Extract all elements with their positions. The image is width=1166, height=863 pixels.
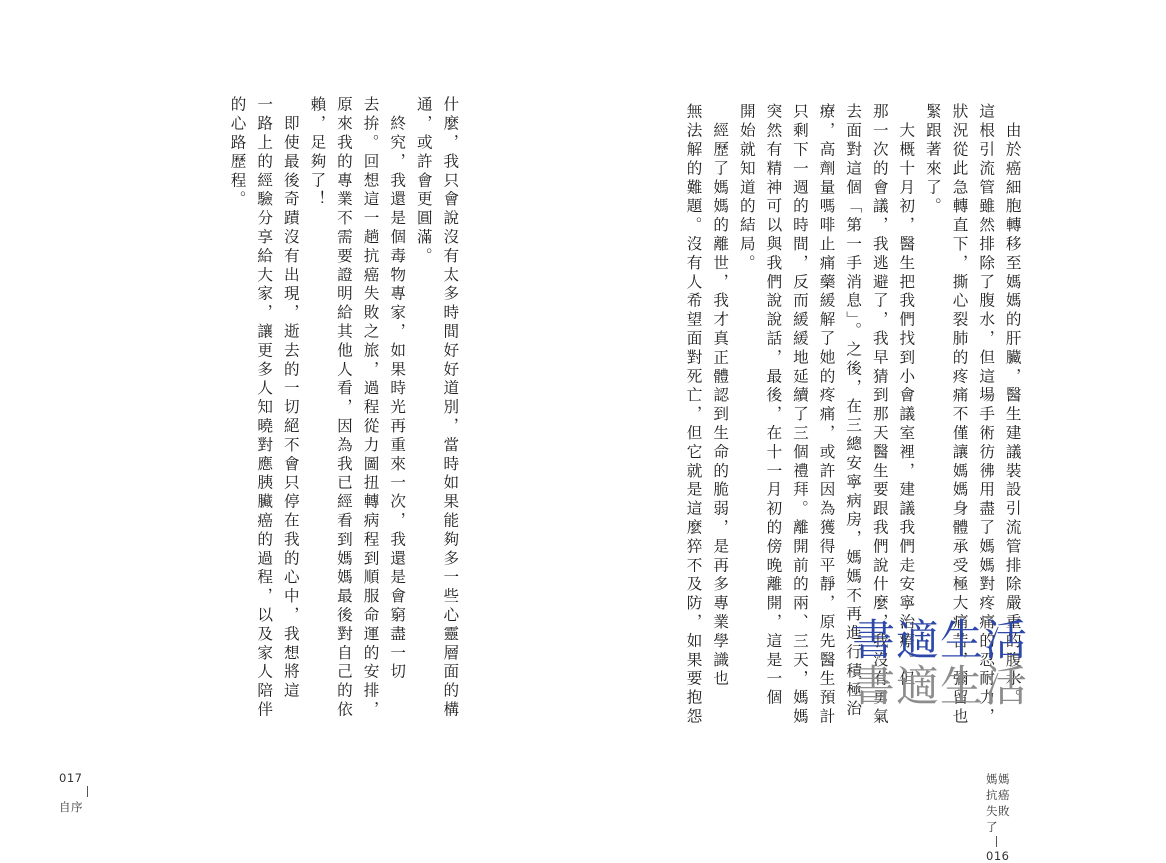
footer-divider (87, 786, 88, 797)
left-page-body-text: 什麼，我只會說沒有太多時間好好道別，當時如果能夠多一些心靈層面的構 通，或許會更圓滿。 終究，我還是個毒物專家，如果時光再重來一次，我還是會窮盡一切 去拚。回想這一趟抗癌失敗之旅，過程從力圖扭轉病程到順服命運的安排， 原來我的專業不需要證明給其他人看，因為我已經看到媽媽最後對自己的依 賴，足夠了！ 即使最後奇蹟沒有出現，逝去的一切絕不會只停在我的心中，我想將這 一路上的經驗分享給大家，讓更多人知曉對應胰臟癌的過程，以及家人陪伴 的心路歷程。 (228, 96, 460, 720)
left-page-number: 017 (59, 771, 83, 785)
watermark-line-secondary: 書適生活 (852, 662, 1028, 712)
right-page-body-text: 由於癌細胞轉移至媽媽的肝臟，醫生建議裝設引流管排除嚴重的腹水。 這根引流管雖然排除了腹水，但這場手術彷彿用盡了媽媽對疼痛的忍耐力， 狀況從此急轉直下，撕心裂肺的疼痛不僅讓媽媽身體承受極大痛苦，彌留也 緊跟著來了。 大概十月初，醫生把我們找到小會議室裡，建議我們走安寧治療。但 那一次的會議，我逃避了，我早猜到那天醫生要跟我們說什麼，我沒有勇氣 去面對這個「第一手消息」。之後，在三總安寧病房，媽媽不再進行積極治 療，高劑量嗎啡止痛藥緩解了她的疼痛，或許因為獲得平靜，原先醫生預計 只剩下一週的時間，反而緩緩地延續了三個禮拜。離開前的兩、三天，媽媽 突然有精神可以與我們說說話，最後，在十一月初的傍晚離開，這是一個 開始就知道的結局。 經歷了媽媽的離世，我才真正體認到生命的脆弱，是再多專業學識也 無法解的難題。沒有人希望面對死亡，但它就是這麼猝不及防，如果要抱怨 (684, 103, 1022, 727)
right-page-number: 016 (986, 849, 1010, 863)
left-running-head: 自序 (59, 800, 83, 814)
publisher-watermark (852, 618, 1032, 710)
watermark-line-primary: 書適生活 (852, 616, 1028, 666)
left-page-footer (59, 771, 98, 815)
footer-divider (996, 836, 997, 847)
right-page-footer (986, 771, 1017, 863)
right-running-head: 媽媽抗癌失敗了 (986, 772, 1010, 834)
